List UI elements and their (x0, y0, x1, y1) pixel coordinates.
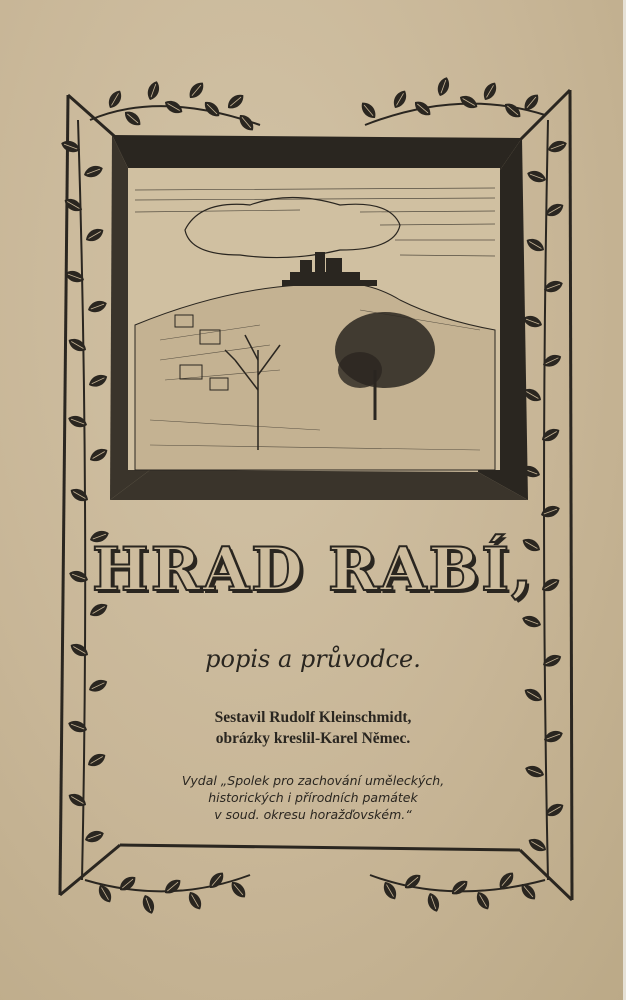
publisher-line-3: v soud. okresu horažďovském.“ (214, 807, 412, 822)
publisher-note (0, 772, 626, 823)
publisher-line-1: Vydal „Spolek pro zachování uměleckých, (181, 773, 445, 788)
vine-top-left (90, 79, 260, 133)
book-title: HRAD RABÍ, (91, 535, 535, 605)
credits-line-author: Sestavil Rudolf Kleinschmidt, (214, 709, 412, 726)
credits-line-illustrator: obrázky kreslil-Karel Němec. (215, 730, 411, 747)
vine-bottom-left (85, 869, 250, 915)
publisher-line-2: historických i přírodních památek (208, 790, 418, 805)
book-subtitle: popis a průvodce. (205, 645, 421, 673)
credits (0, 707, 626, 749)
castle-illustration (110, 135, 528, 500)
vine-bottom-right (370, 869, 545, 913)
vine-top-right (358, 75, 545, 125)
